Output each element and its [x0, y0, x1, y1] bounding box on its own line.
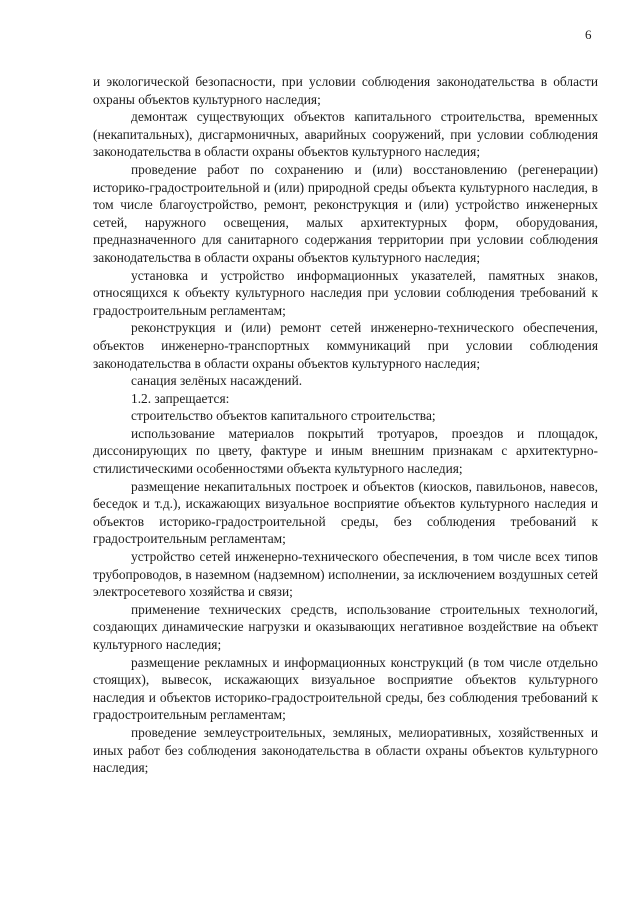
paragraph: установка и устройство информационных указателей, памятных знаков, относящихся к объекту культурного наследия при условии соблюдения требований к градостроительным регламентам; [93, 267, 598, 318]
paragraph: и экологической безопасности, при условии соблюдения законодательства в области охраны объектов культурного наследия; [93, 74, 598, 107]
document-body [93, 73, 598, 777]
paragraph: устройство сетей инженерно-технического обеспечения, в том числе всех типов трубопроводов, в наземном (надземном) исполнении, за исключением воздушных сетей электросетевого хозяйства и связи; [93, 549, 598, 600]
paragraph: реконструкция и (или) ремонт сетей инженерно-технического обеспечения, объектов инженерно-транспортных коммуникаций при условии соблюдения законодательства в области охраны объектов культурного наследия; [93, 320, 598, 371]
paragraph: проведение землеустроительных, земляных, мелиоративных, хозяйственных и иных работ без соблюдения законодательства в области охраны объектов культурного наследия; [93, 724, 598, 776]
paragraph: размещение рекламных и информационных конструкций (в том числе отдельно стоящих), вывесок, искажающих визуальное восприятие объектов культурного наследия и объектов историко-градостроительной среды, без соблюдения требований к градостроительным регламентам; [93, 654, 598, 723]
section-heading: 1.2. запрещается: [131, 390, 230, 406]
paragraph: размещение некапитальных построек и объектов (киосков, павильонов, навесов, беседок и т.д.), искажающих визуальное восприятие объектов культурного наследия и объектов историко-градостроительной среды, без соблюдения требований к градостроительным регламентам; [93, 478, 598, 547]
paragraph: применение технических средств, использование строительных технологий, создающих динамические нагрузки и оказывающих негативное воздействие на объект культурного наследия; [93, 601, 598, 652]
page-number: 6 [585, 27, 592, 42]
paragraph: использование материалов покрытий тротуаров, проездов и площадок, диссонирующих по цвету, фактуре и иным внешним признакам с архитектурно-стилистическими особенностями объекта культурного наследия; [93, 425, 598, 477]
paragraph: проведение работ по сохранению и (или) восстановлению (регенерации) историко-градостроительной и (или) природной среды объекта культурного наследия, в том числе благоустройство, ремонт, реконструкция и (или) устройство инженерных сетей, наружного освещения, малых архитектурных форм, оборудования, предназначенного для санитарного содержания территории при условии соблюдения законодательства в области охраны объектов культурного наследия; [93, 161, 598, 265]
paragraph: строительство объектов капитального строительства; [131, 408, 436, 424]
paragraph: санация зелёных насаждений. [131, 373, 303, 389]
paragraph: демонтаж существующих объектов капитального строительства, временных (некапитальных), дисгармоничных, аварийных сооружений, при условии соблюдения законодательства в области охраны объектов культурного наследия; [93, 109, 598, 160]
